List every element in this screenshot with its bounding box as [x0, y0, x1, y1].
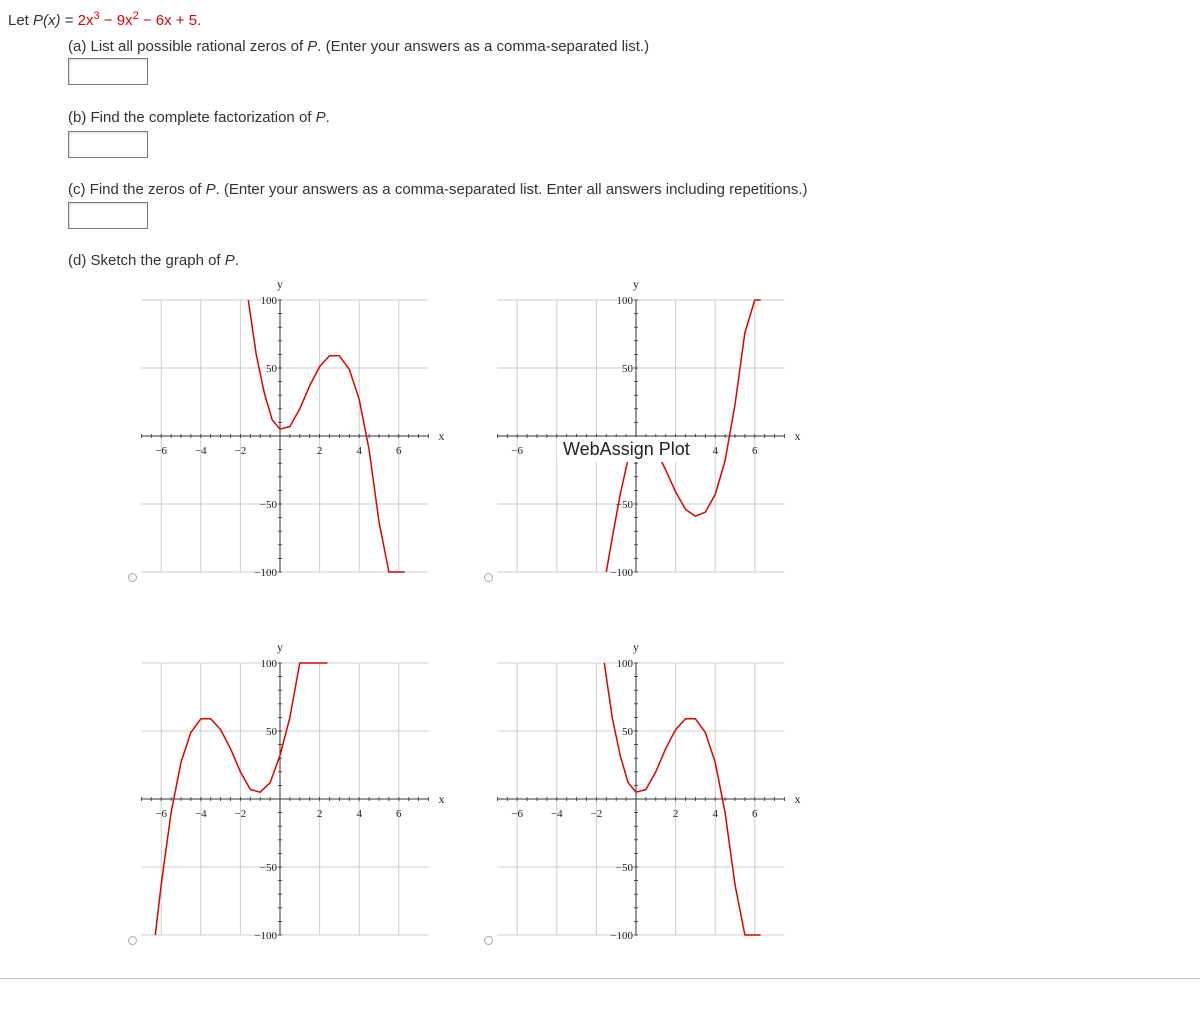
x-tick-label: −4 — [194, 445, 207, 457]
y-tick-label: −50 — [615, 862, 633, 874]
y-tick-label: 50 — [266, 726, 277, 738]
part-c-tail: . (Enter your answers as a comma-separated list. Enter all answers including repetitions.) — [215, 181, 808, 198]
graph-option-4-radio[interactable] — [484, 936, 493, 945]
y-tick-label: −100 — [610, 567, 633, 579]
graph-option-1[interactable] — [130, 270, 470, 579]
part-c-var: P — [205, 181, 216, 198]
answer-a-input[interactable] — [68, 58, 148, 85]
x-axis-label: x — [794, 429, 801, 443]
graph-option-3-radio[interactable] — [128, 936, 137, 945]
y-axis-label: y — [277, 640, 283, 654]
let-text: Let — [8, 12, 29, 29]
y-tick-label: −50 — [615, 499, 633, 511]
y-tick-label: 50 — [266, 363, 277, 375]
minus-sign: − — [103, 12, 113, 29]
y-tick-label: 100 — [260, 295, 277, 307]
part-d-var: P — [224, 252, 235, 269]
exponent-3: 3 — [93, 10, 100, 22]
x-tick-label: 2 — [672, 808, 679, 820]
x-axis-label: x — [794, 792, 801, 806]
part-b-label: (b) Find the complete factorization of — [68, 109, 312, 126]
part-d-prompt — [68, 252, 239, 269]
y-axis-label: y — [633, 640, 639, 654]
x-tick-label: −2 — [234, 445, 247, 457]
x-axis-label: x — [438, 429, 445, 443]
y-tick-label: −100 — [610, 930, 633, 942]
part-a-prompt — [68, 38, 649, 55]
x-tick-label: −6 — [155, 808, 168, 820]
x-tick-label: 2 — [316, 808, 323, 820]
graph-option-1-radio[interactable] — [128, 573, 137, 582]
part-d-tail: . — [234, 252, 239, 269]
graph-option-2[interactable] — [486, 270, 826, 579]
bottom-divider — [0, 978, 1200, 979]
part-a-var: P — [307, 38, 318, 55]
part-b-prompt — [68, 109, 330, 126]
x-tick-label: 4 — [356, 808, 362, 820]
x-tick-label: 4 — [712, 445, 718, 457]
y-tick-label: −100 — [254, 930, 277, 942]
graph-option-4[interactable] — [486, 633, 826, 942]
x-tick-label: −2 — [234, 808, 247, 820]
y-tick-label: −50 — [259, 862, 277, 874]
part-a-tail: . (Enter your answers as a comma-separated list.) — [317, 38, 650, 55]
x-tick-label: 2 — [316, 445, 323, 457]
webassign-plot-label: WebAssign Plot — [557, 437, 696, 462]
y-axis-label: y — [633, 277, 639, 291]
term-cubic: 2x — [77, 12, 94, 29]
graph-option-2-radio[interactable] — [484, 573, 493, 582]
term-rest: − 6x + 5. — [142, 12, 202, 29]
problem-statement — [8, 12, 201, 29]
x-tick-label: 4 — [712, 808, 718, 820]
x-tick-label: −6 — [155, 445, 168, 457]
x-tick-label: −6 — [511, 808, 524, 820]
part-c-prompt — [68, 181, 808, 198]
part-a-label: (a) List all possible rational zeros of — [68, 38, 304, 55]
exponent-2: 2 — [132, 10, 139, 22]
part-b-var: P — [315, 109, 326, 126]
part-d-label: (d) Sketch the graph of — [68, 252, 221, 269]
x-tick-label: 6 — [752, 808, 758, 820]
x-tick-label: −6 — [511, 445, 524, 457]
part-c-label: (c) Find the zeros of — [68, 181, 202, 198]
x-tick-label: 4 — [356, 445, 362, 457]
y-axis-label: y — [277, 277, 283, 291]
y-tick-label: −50 — [259, 499, 277, 511]
answer-c-input[interactable] — [68, 202, 148, 229]
graph-option-3[interactable] — [130, 633, 470, 942]
part-b-tail: . — [325, 109, 330, 126]
x-tick-label: −4 — [194, 808, 207, 820]
x-tick-label: −4 — [550, 808, 563, 820]
x-tick-label: 6 — [396, 808, 402, 820]
answer-b-input[interactable] — [68, 131, 148, 158]
equals-sign: = — [64, 12, 74, 29]
y-tick-label: −100 — [254, 567, 277, 579]
y-tick-label: 100 — [616, 658, 633, 670]
y-tick-label: 100 — [616, 295, 633, 307]
x-tick-label: −2 — [590, 808, 603, 820]
x-axis-label: x — [438, 792, 445, 806]
x-tick-label: 6 — [396, 445, 402, 457]
function-name: P(x) — [33, 12, 61, 29]
y-tick-label: 50 — [622, 363, 633, 375]
term-quadratic: 9x — [116, 12, 133, 29]
x-tick-label: 6 — [752, 445, 758, 457]
y-tick-label: 50 — [622, 726, 633, 738]
y-tick-label: 100 — [260, 658, 277, 670]
polynomial-expression — [78, 12, 202, 29]
